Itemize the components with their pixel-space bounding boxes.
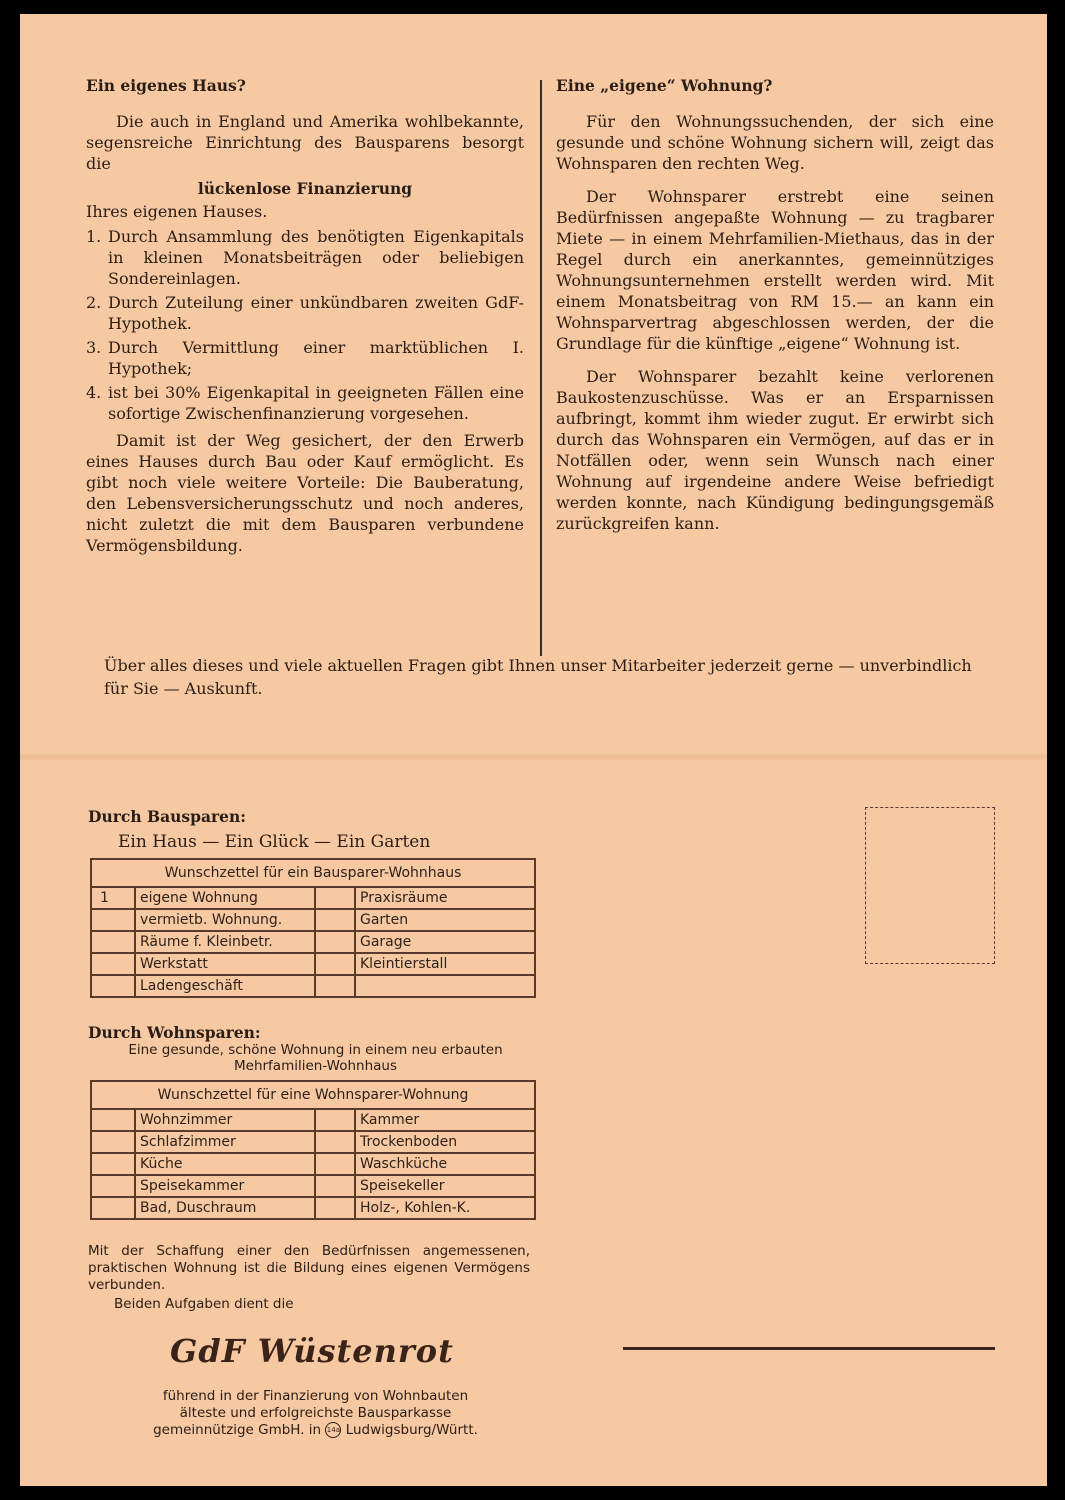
fold-crease [20, 754, 1047, 760]
wohnsparen-subline2: Mehrfamilien-Wohnhaus [233, 1058, 398, 1074]
right-p3: Der Wohnsparer bezahlt keine verlorenen Baukostenzuschüsse. Was er an Ersparnissen aufbringt, kommt ihm wieder zugut. Er erwirbt sich durch das Wohnsparen ein Vermögen, auf das er in Notfällen oder, wenn sein Wunsch nach einer Wohnung auf irgendeine andere Weise befriedigt werden konnte, nach Kündigung bedingungsgemäß zurückgreifen kann. [556, 367, 994, 533]
list-item: 4. ist bei 30% Eigenkapital in geeigneten Fällen eine sofortige Zwischenfinanzierung vorgesehen. [86, 383, 524, 423]
financing-list [86, 226, 524, 424]
list-item: 2. Durch Zuteilung einer unkündbaren zweiten GdF-Hypothek. [86, 293, 524, 333]
table-row: vermietb. Wohnung. Garten [91, 909, 535, 931]
wohnsparer-wishlist-table [90, 1080, 536, 1220]
table-row: Speisekammer Speisekeller [91, 1175, 535, 1197]
wohnsparen-heading: Durch Wohnsparen: [88, 1023, 261, 1042]
card [20, 14, 1047, 1486]
wohnsparen-section [88, 1023, 543, 1220]
left-intro: Die auch in England und Amerika wohlbekannte, segensreiche Einrichtung des Bausparens besorgt die [86, 112, 524, 173]
closing-section [88, 1243, 530, 1313]
wohnsparen-subline1: Eine gesunde, schöne Wohnung in einem neu erbauten [128, 1042, 503, 1058]
table-row: Räume f. Kleinbetr. Garage [91, 931, 535, 953]
right-heading: Eine „eigene“ Wohnung? [556, 76, 773, 95]
stamp-placeholder [865, 807, 995, 964]
table-row: Wohnzimmer Kammer [91, 1109, 535, 1131]
right-p2: Der Wohnsparer erstrebt eine seinen Bedürfnissen angepaßte Wohnung — zu tragbarer Miete — in einem Mehrfamilien-Miethaus, das in der Regel durch ein anerkanntes, gemeinnütziges Wohnungsunternehmen erstellt werden wird. Mit einem Monatsbeitrag von RM 15.— an kann ein Wohnsparvertrag abgeschlossen werden, der die Grundlage für die künftige „eigene“ Wohnung ist. [556, 187, 994, 353]
table-row: Küche Waschküche [91, 1153, 535, 1175]
bausparen-section [88, 807, 543, 998]
address-line [623, 1347, 995, 1350]
left-emphasis: lückenlose Finanzierung [197, 179, 413, 198]
bausparer-table-title: Wunschzettel für ein Bausparer-Wohnhaus [91, 859, 535, 887]
company-line3: gemeinnützige GmbH. in 14a Ludwigsburg/Württ. [153, 1422, 478, 1438]
company-info [88, 1388, 543, 1439]
left-after-emphasis: Ihres eigenen Hauses. [86, 202, 268, 221]
gdf-wuestenrot-logo: GdF Wüstenrot [170, 1332, 454, 1370]
table-row: Bad, Duschraum Holz-, Kohlen-K. [91, 1197, 535, 1219]
table-row: Werkstatt Kleintierstall [91, 953, 535, 975]
closing-text: Mit der Schaffung einer den Bedürfnissen angemessenen, praktischen Wohnung ist die Bildung eines eigenen Vermögens verbunden. [88, 1243, 530, 1293]
right-column [556, 76, 994, 534]
footer-note: Über alles dieses und viele aktuellen Fragen gibt Ihnen unser Mitarbeiter jederzeit gerne — unverbindlich für Sie — Auskunft. [104, 656, 972, 698]
postal-district-mark: 14a [325, 1422, 341, 1438]
list-item: 3. Durch Vermittlung einer marktüblichen I. Hypothek; [86, 338, 524, 378]
wohnsparer-table-title: Wunschzettel für eine Wohnsparer-Wohnung [91, 1081, 535, 1109]
left-column [86, 76, 524, 556]
company-line1: führend in der Finanzierung von Wohnbauten [162, 1388, 469, 1404]
right-p1: Für den Wohnungssuchenden, der sich eine gesunde und schöne Wohnung sichern will, zeigt das Wohnsparen den rechten Weg. [556, 112, 994, 173]
bausparer-wishlist-table [90, 858, 536, 998]
bausparen-slogan: Ein Haus — Ein Glück — Ein Garten [118, 832, 431, 852]
company-line2: älteste und erfolgreichste Bausparkasse [179, 1405, 452, 1421]
column-divider [540, 80, 542, 656]
left-heading: Ein eigenes Haus? [86, 76, 246, 95]
list-item: 1. Durch Ansammlung des benötigten Eigenkapitals in kleinen Monatsbeiträgen oder beliebigen Sondereinlagen. [86, 227, 524, 288]
table-row: Schlafzimmer Trockenboden [91, 1131, 535, 1153]
table-row: 1 eigene Wohnung Praxisräume [91, 887, 535, 909]
bausparen-heading: Durch Bausparen: [88, 807, 247, 826]
table-row: Ladengeschäft [91, 975, 535, 997]
closing-serves: Beiden Aufgaben dient die [114, 1296, 294, 1312]
left-closing: Damit ist der Weg gesichert, der den Erwerb eines Hauses durch Bau oder Kauf ermöglicht. Es gibt noch viele weitere Vorteile: Die Bauberatung, den Lebensversicherungsschutz und noch anderes, nicht zuletzt die mit dem Bausparen verbundene Vermögensbildung. [86, 431, 524, 555]
